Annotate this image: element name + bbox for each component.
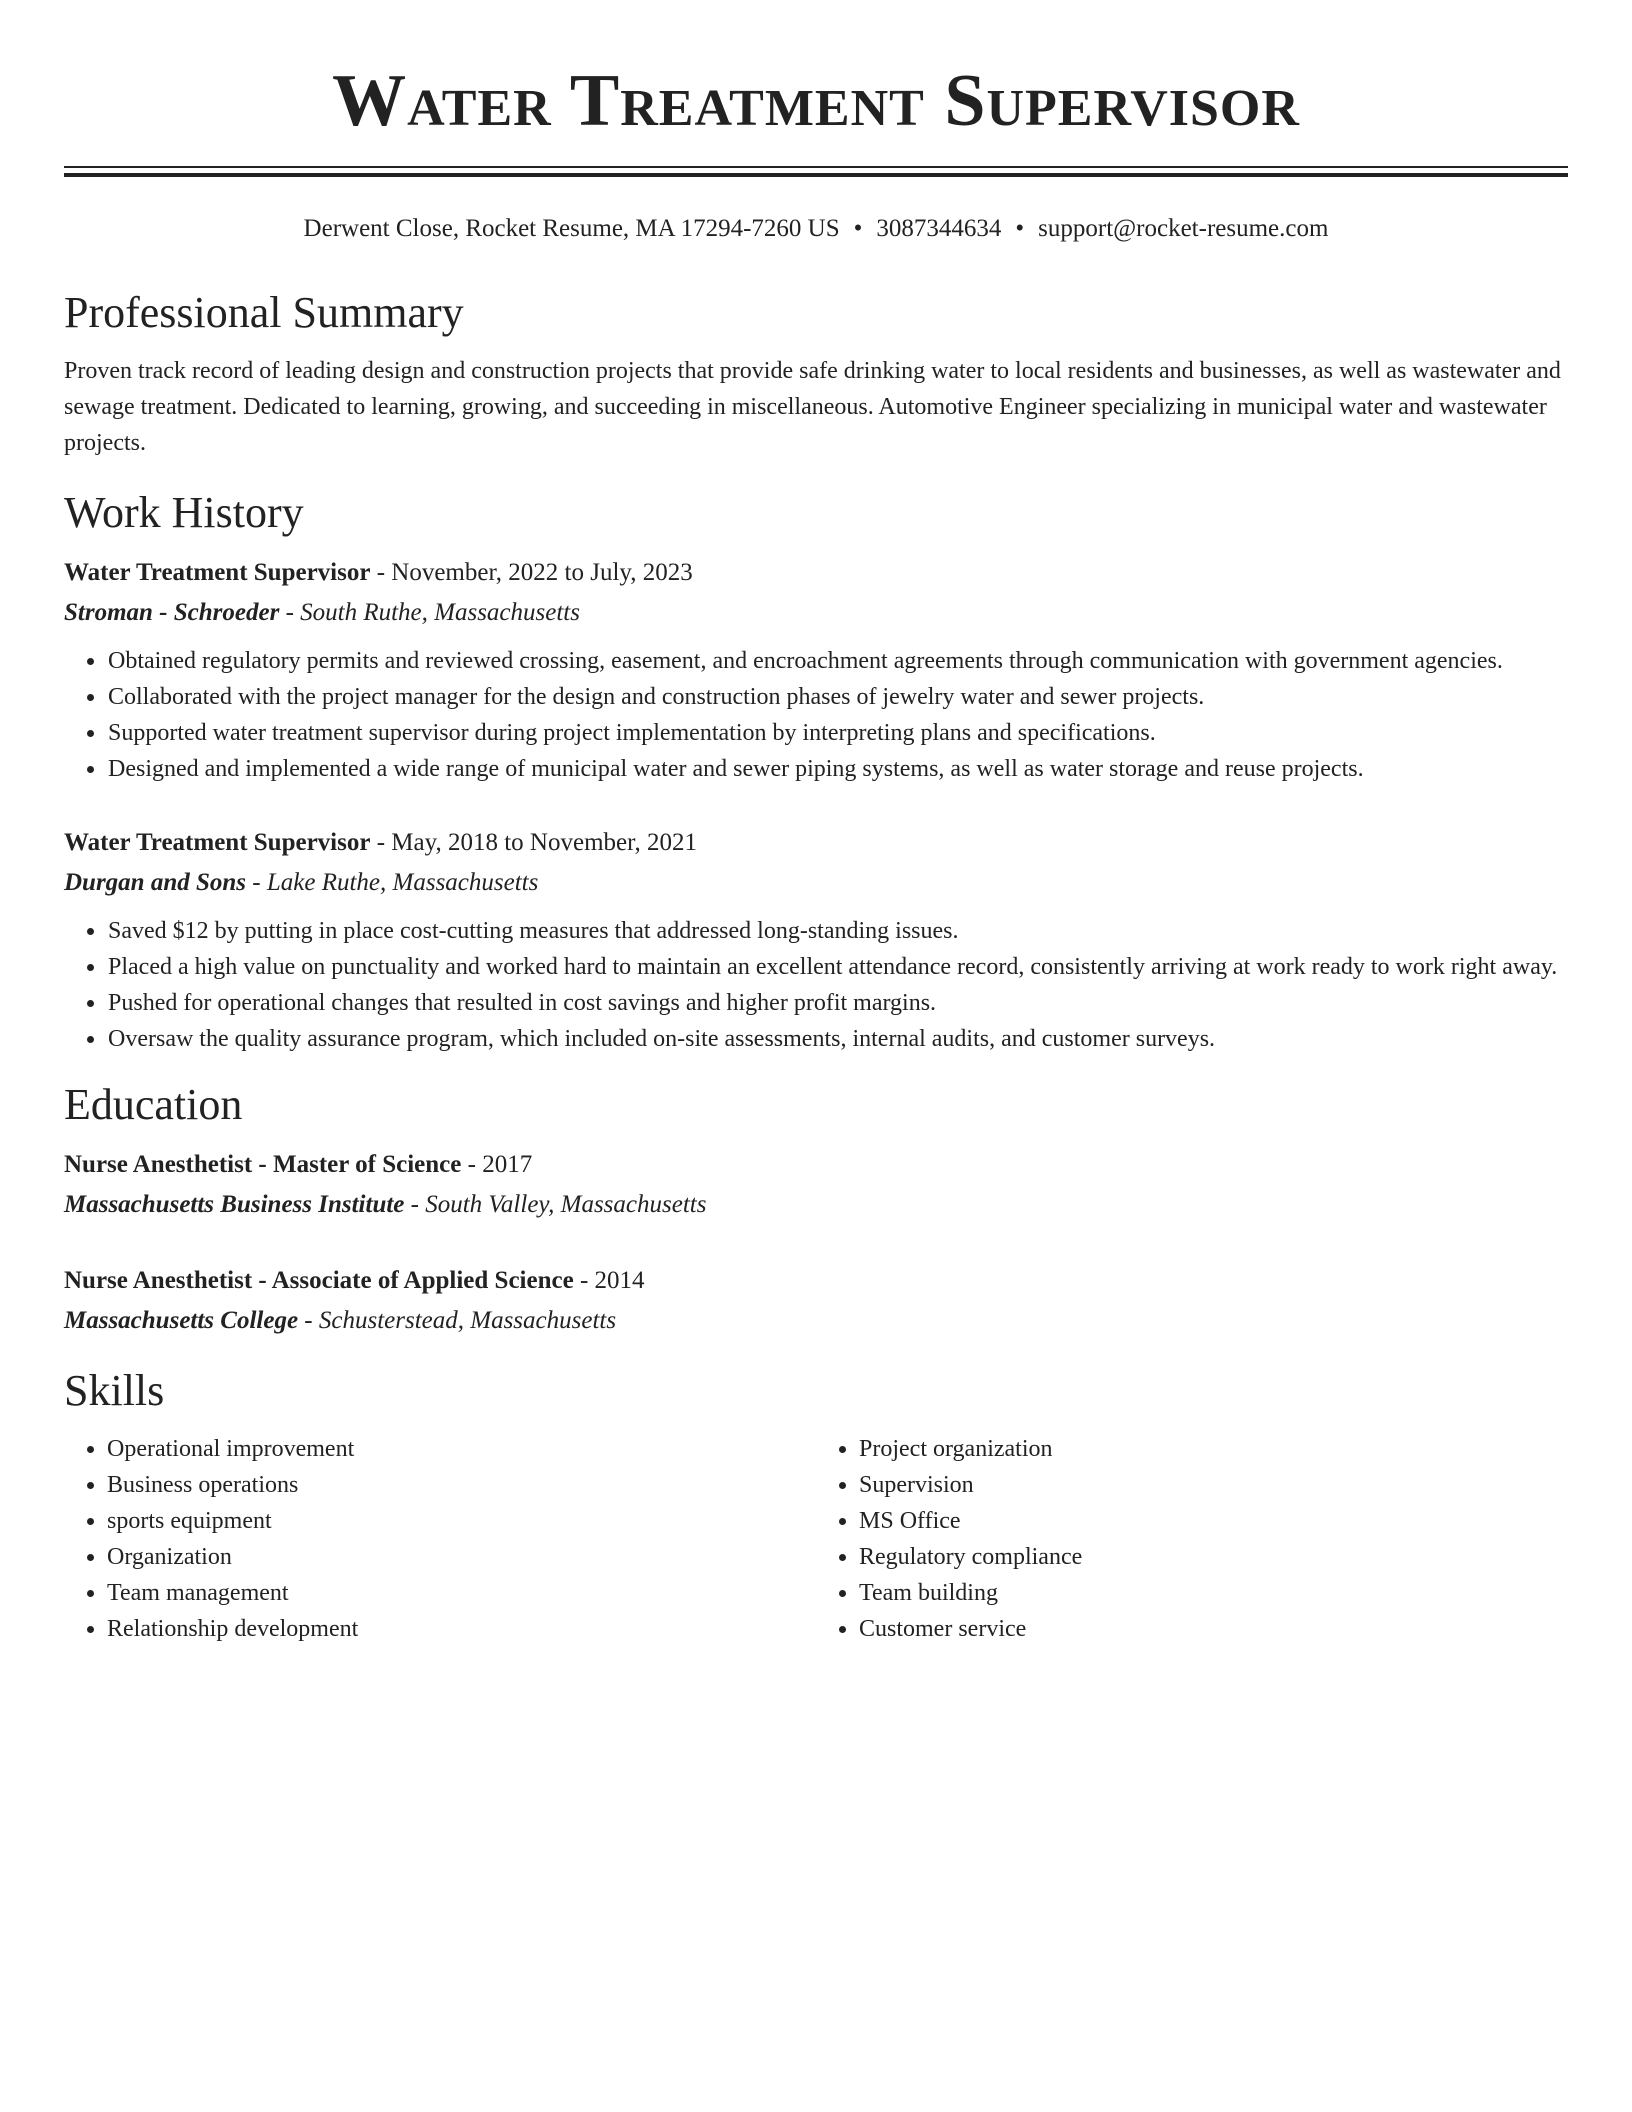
school-location: - South Valley, Massachusetts [404, 1191, 707, 1218]
skill-item: • Organization [107, 1539, 816, 1575]
skills-section [64, 1365, 1568, 1647]
skill-item: • Team management [107, 1575, 816, 1611]
job-bullet: • Pushed for operational changes that resulted in cost savings and higher profit margins. [107, 985, 1568, 1021]
job-company-line [64, 593, 1568, 633]
work-history-section [64, 487, 1568, 1057]
education-heading: Education [64, 1080, 243, 1129]
skill-item: • Regulatory compliance [859, 1539, 1568, 1575]
skills-grid [64, 1431, 1568, 1647]
divider-thin-line [64, 166, 1568, 168]
education-section [64, 1079, 1568, 1341]
skill-item: • Project organization [859, 1431, 1568, 1467]
job-bullet: • Placed a high value on punctuality and worked hard to maintain an excellent attendance record, consistently arriving at work ready to work right away. [107, 949, 1568, 985]
job-bullet-list [64, 913, 1568, 1057]
skill-item: • Supervision [859, 1467, 1568, 1503]
job-bullet: • Obtained regulatory permits and reviewed crossing, easement, and encroachment agreements through communication with government agencies. [107, 643, 1568, 679]
job-bullet: • Oversaw the quality assurance program, which included on-site assessments, internal audits, and customer surveys. [107, 1021, 1568, 1057]
school-line [64, 1185, 1568, 1225]
skill-item: • Customer service [859, 1611, 1568, 1647]
degree-year: - 2017 [461, 1151, 533, 1178]
job-dates: - May, 2018 to November, 2021 [370, 829, 697, 856]
summary-heading: Professional Summary [64, 288, 464, 337]
school-name: Massachusetts Business Institute [64, 1191, 405, 1218]
education-entry [64, 1145, 1568, 1225]
school-line [64, 1301, 1568, 1341]
skill-item: • Team building [859, 1575, 1568, 1611]
skills-column-left [64, 1431, 816, 1647]
degree-line [64, 1261, 1568, 1301]
skills-list-right [816, 1431, 1568, 1647]
job-location: - Lake Ruthe, Massachusetts [246, 869, 539, 896]
education-entry [64, 1261, 1568, 1341]
job-title: Water Treatment Supervisor [64, 559, 371, 586]
summary-section [64, 287, 1568, 461]
contact-phone: 3087344634 [876, 215, 1002, 242]
job-bullet: • Saved $12 by putting in place cost-cutting measures that addressed long-standing issues. [107, 913, 1568, 949]
contact-separator: • [853, 215, 863, 242]
job-bullet: • Collaborated with the project manager for the design and construction phases of jewelry water and sewer projects. [107, 679, 1568, 715]
degree-year: - 2014 [573, 1267, 645, 1294]
job-title-line [64, 823, 1568, 863]
contact-email: support@rocket-resume.com [1038, 215, 1329, 242]
skill-item: • sports equipment [107, 1503, 816, 1539]
job-company: Durgan and Sons [64, 869, 247, 896]
skill-item: • MS Office [859, 1503, 1568, 1539]
job-title-line [64, 553, 1568, 593]
skill-item: • Business operations [107, 1467, 816, 1503]
resume-title: Water Treatment Supervisor [332, 60, 1300, 142]
skills-heading: Skills [64, 1366, 165, 1415]
skills-column-right [816, 1431, 1568, 1647]
job-location: - South Ruthe, Massachusetts [279, 599, 580, 626]
summary-text: Proven track record of leading design and construction projects that provide safe drinking water to local residents and businesses, as well as wastewater and sewage treatment. Dedicated to learning, growing, and succeeding in miscellaneous. Automotive Engineer specializing in municipal water and wastewater projects. [64, 358, 1561, 456]
job-entry [64, 823, 1568, 1057]
contact-line [64, 213, 1568, 245]
job-bullet: • Supported water treatment supervisor during project implementation by interpreting plans and specifications. [107, 715, 1568, 751]
job-bullet: • Designed and implemented a wide range of municipal water and sewer piping systems, as well as water storage and reuse projects. [107, 751, 1568, 787]
skills-list-left [64, 1431, 816, 1647]
job-title: Water Treatment Supervisor [64, 829, 371, 856]
contact-separator: • [1015, 215, 1025, 242]
school-location: - Schusterstead, Massachusetts [298, 1307, 617, 1334]
degree-name: Nurse Anesthetist - Associate of Applied Science [64, 1267, 574, 1294]
title-divider [64, 166, 1568, 177]
divider-thick-line [64, 173, 1568, 177]
job-entry [64, 553, 1568, 787]
job-company-line [64, 863, 1568, 903]
school-name: Massachusetts College [64, 1307, 299, 1334]
skill-item: • Relationship development [107, 1611, 816, 1647]
contact-address: Derwent Close, Rocket Resume, MA 17294-7260 US [303, 215, 840, 242]
job-bullet-list [64, 643, 1568, 787]
degree-line [64, 1145, 1568, 1185]
skill-item: • Operational improvement [107, 1431, 816, 1467]
work-history-heading: Work History [64, 488, 304, 537]
job-dates: - November, 2022 to July, 2023 [370, 559, 693, 586]
degree-name: Nurse Anesthetist - Master of Science [64, 1151, 462, 1178]
job-company: Stroman - Schroeder [64, 599, 280, 626]
